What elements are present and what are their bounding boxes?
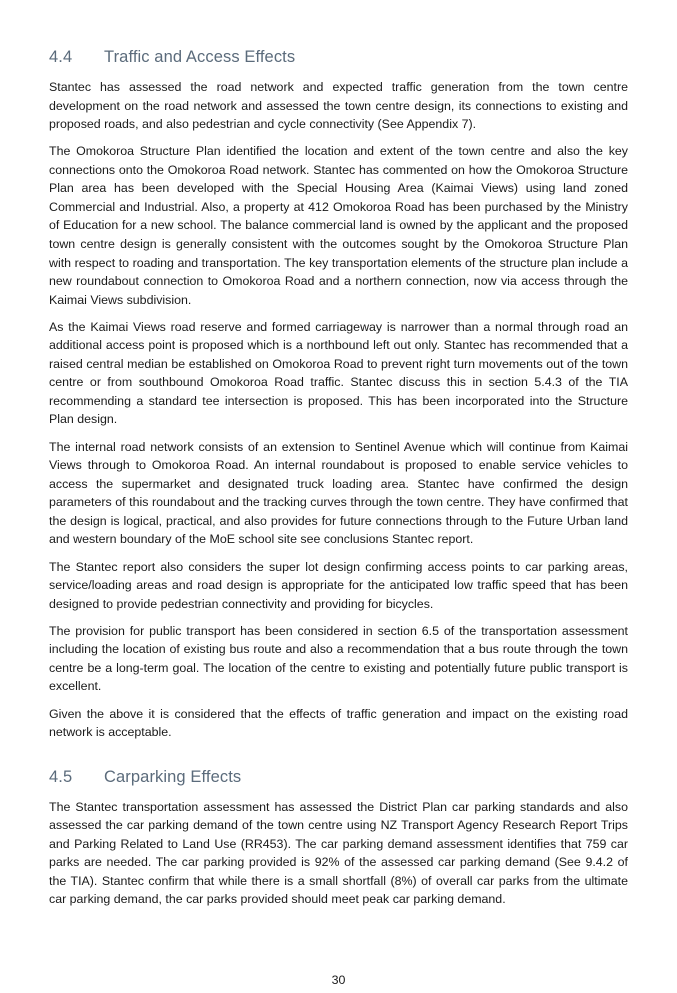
section-heading-4-5 (49, 768, 628, 787)
section-number: 4.4 (49, 48, 73, 66)
section-title: Traffic and Access Effects (104, 48, 296, 66)
paragraph: The Stantec report also considers the super lot design confirming access points to car parking areas, service/loading areas and road design is appropriate for the anticipated low traffic speed that has been designed to provide pedestrian connectivity and providing for bicycles. (49, 559, 628, 611)
section-title: Carparking Effects (104, 767, 242, 786)
paragraph: The provision for public transport has been considered in section 6.5 of the transportation assessment including the location of existing bus route and also a recommendation that a bus route through the town centre be a long-term goal. The location of the centre to existing and potentially future public transport is excellent. (49, 623, 628, 694)
section-number: 4.5 (49, 767, 73, 786)
paragraph: The internal road network consists of an extension to Sentinel Avenue which will continue from Kaimai Views through to Omokoroa Road. An internal roundabout is proposed to enable service vehicles to access the supermarket and designated truck loading area. Stantec have confirmed the design parameters of this roundabout and the tracking curves through the town centre. They have confirmed that the design is logical, practical, and also provides for future connections through to the Future Urban land and western boundary of the MoE school site see conclusions Stantec report. (49, 439, 628, 547)
page-number: 30 (331, 973, 346, 987)
paragraph: The Omokoroa Structure Plan identified the location and extent of the town centre and also the key connections onto the Omokoroa Road network. Stantec has commented on how the Omokoroa Structure Plan area has been developed with the Special Housing Area (Kaimai Views) using land zoned Commercial and Industrial. Also, a property at 412 Omokoroa Road has been purchased by the Ministry of Education for a new school. The balance commercial land is owned by the applicant and the proposed town centre design is generally consistent with the outcomes sought by the Omokoroa Structure Plan with respect to roading and transportation. The key transportation elements of the structure plan include a new roundabout connection to Omokoroa Road and a northern connection, now via access through the Kaimai Views subdivision. (49, 144, 628, 307)
paragraph: Stantec has assessed the road network and expected traffic generation from the town centre development on the road network and assessed the town centre design, its connections to existing and proposed roads, and also pedestrian and cycle connectivity (See Appendix 7). (49, 80, 628, 132)
paragraph: Given the above it is considered that the effects of traffic generation and impact on the existing road network is acceptable. (49, 706, 628, 740)
section-heading-4-4 (49, 48, 628, 67)
paragraph: The Stantec transportation assessment has assessed the District Plan car parking standards and also assessed the car parking demand of the town centre using NZ Transport Agency Research Report Trips and Parking Related to Land Use (RR453). The car parking demand assessment identifies that 759 car parks are needed. The car parking provided is 92% of the assessed car parking demand (See 9.4.2 of the TIA). Stantec confirm that while there is a small shortfall (8%) of overall car parks from the ultimate car parking demand, the car parks provided should meet peak car parking demand. (49, 799, 628, 907)
paragraph: As the Kaimai Views road reserve and formed carriageway is narrower than a normal through road an additional access point is proposed which is a northbound left out only. Stantec has recommended that a raised central median be established on Omokoroa Road to prevent right turn movements out of the town centre or from southbound Omokoroa Road traffic. Stantec discuss this in section 5.4.3 of the TIA recommending a standard tee intersection is proposed. This has been incorporated into the Structure Plan design. (49, 319, 628, 427)
